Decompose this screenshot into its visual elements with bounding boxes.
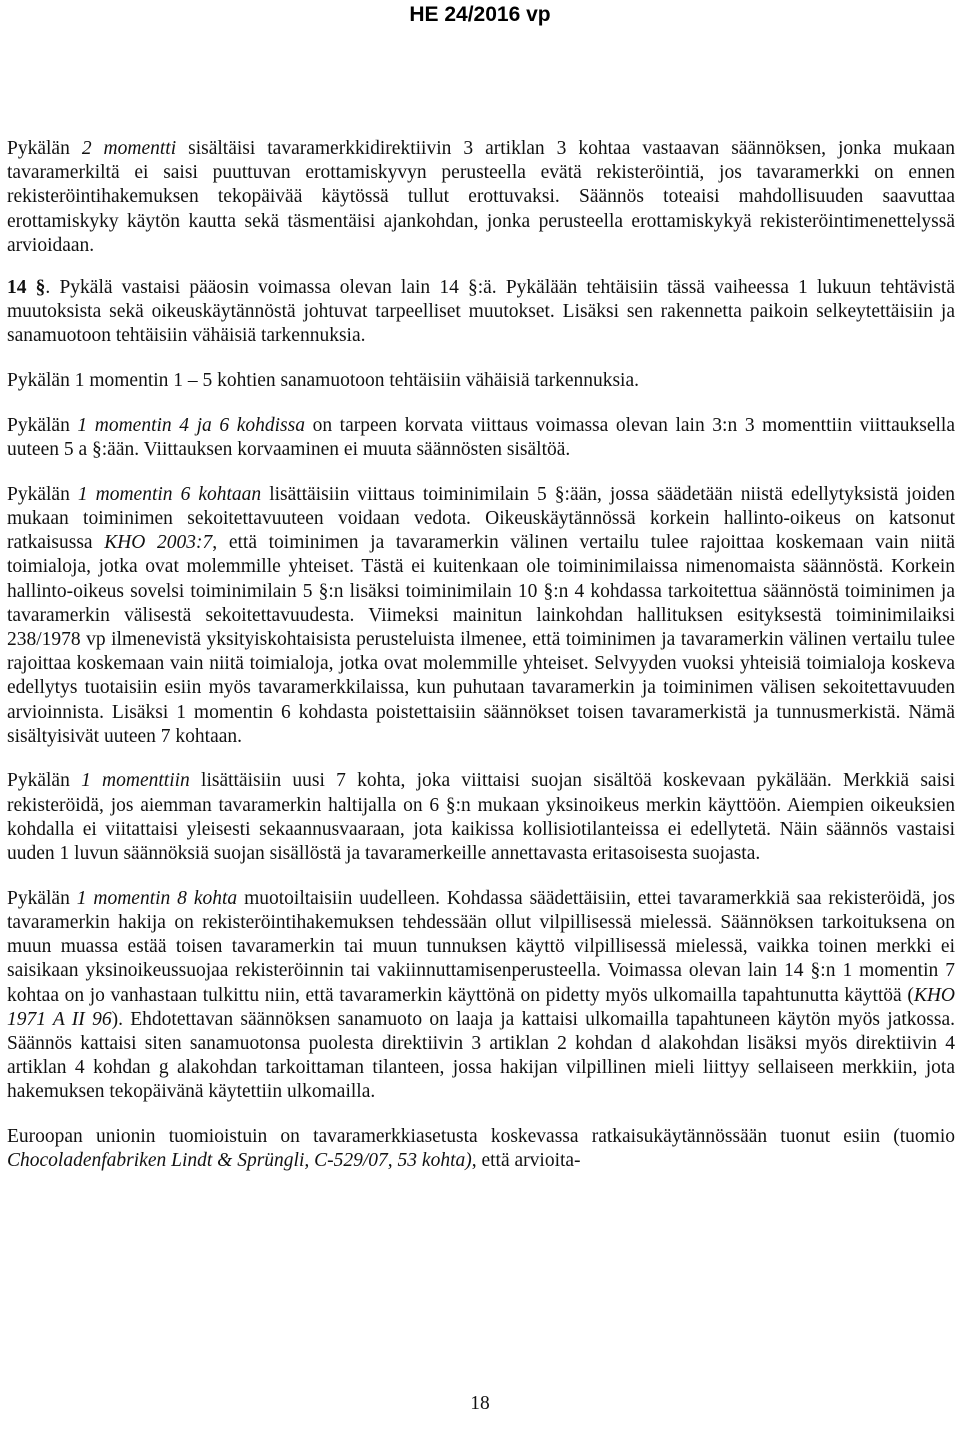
paragraph-1-momentin-1-5 <box>7 369 955 393</box>
text-run: on tarpeen korvata viittaus voimassa olevan lain 3:n 3 momenttiin viittauksella uuteen 5 a §:ään. Viittauksen korvaaminen ei muuta säännösten sisältöä. <box>7 414 955 461</box>
emphasis-run: 1 momentin 4 ja 6 kohdissa <box>77 414 305 436</box>
text-run: , että toiminimen ja tavaramerkin välinen vertailu tulee rajoittaa koskemaan vain niitä toimialoja, jotka ovat molemmille yhteiset. Tästä ei kuitenkaan ole toiminimilaissa nimenomaista säännöstä. Korkein hallinto-oikeus sovelsi toiminimilain 5 §:n lisäksi toiminimilain 10 §:n 4 kohdassa tarkoitettua säännöstä toiminimen ja tavaramerkin välisestä sekoitettavuudesta. Viimeksi mainitun lainkohdan hallituksen esityksestä toiminimilaiksi 238/1978 vp ilmenevistä yksityiskohtaisista perusteluista ilmenee, että toiminimen ja tavaramerkin välinen vertailu tulee rajoittaa koskemaan vain niitä toimialoja, jotka ovat molemmille yhteiset. Selvyyden vuoksi yhteisiä toimialoja koskeva edellytys tuotaisiin esiin myös tavaramerkkilaissa, kun puhutaan tavaramerkin ja toiminimen välisen sekoitettavuuden arvioinnista. Lisäksi 1 momentin 6 kohdasta poistettaisiin säännökset toisen tavaramerkistä ja tunnusmerkistä. Nämä sisältyisivät uuteen 7 kohtaan. <box>7 532 956 747</box>
emphasis-run: KHO 2003:7 <box>104 532 213 554</box>
paragraph-1-momenttiin-7 <box>7 769 955 866</box>
emphasis-run: 2 momentti <box>81 138 177 159</box>
emphasis-run: 1 momenttiin <box>81 770 190 792</box>
page-number: 18 <box>470 1393 490 1414</box>
text-run: ). Ehdotettavan säännöksen sanamuoto on laaja ja kattaisi ulkomailla tapahtuneen käytön myös jatkossa. Säännös kattaisi siten sanamuotonsa puolesta direktiivin 3 artiklan 2 kohdan d alakohdan lisäksi myös direktiivin 4 artiklan 4 kohdan g alakohdan tarkoittaman tilanteen, jossa hakijan vilpillinen mieli liittyy sellaiseen merkkiin, jota hakemuksen tekopäivänä käytettiin ulkomailla. <box>7 1008 956 1103</box>
text-run: Pykälän <box>7 138 82 159</box>
paragraph-14-section <box>7 276 955 349</box>
document-body <box>7 137 955 1174</box>
document-id: HE 24/2016 vp <box>409 3 551 26</box>
emphasis-run: Chocoladenfabriken Lindt & Sprüngli, C-529/07, 53 kohta) <box>7 1150 472 1172</box>
paragraph-2-momentti <box>7 137 955 258</box>
emphasis-run: 1 momentin 6 kohtaan <box>77 483 262 505</box>
text-run: Euroopan unionin tuomioistuin on tavaramerkkiasetusta koskevassa ratkaisukäytännössään tuonut esiin (tuomio <box>7 1126 955 1148</box>
paragraph-1-momentin-6 <box>7 483 955 749</box>
paragraph-1-momentin-4-6 <box>7 414 955 462</box>
paragraph-1-momentin-8 <box>7 887 955 1105</box>
emphasis-run: 1 momentin 8 kohta <box>76 887 238 909</box>
emphasis-run: KHO 1971 A II 96 <box>7 984 955 1030</box>
paragraph-euroopan-unionin <box>7 1125 955 1173</box>
text-run: Pykälän <box>7 414 78 436</box>
text-run: , että arvioita- <box>471 1150 581 1172</box>
text-run: muotoiltaisiin uudelleen. Kohdassa säädettäisiin, ettei tavaramerkkiä saa rekisteröidä, jos tavaramerkin hakija on rekisteröintihakemuksen tehdessään ollut vilpillisessä mielessä. Säännöksen tarkoituksena on muun muassa estää toisen tavaramerkin tai muun tunnuksen käyttö vilpillisessä mielessä, vaikka toinen merkki ei saisikaan yksinoikeussuojaa rekisteröinnin tai vakiinnuttamisenperusteella. Voimassa olevan lain 14 §:n 1 momentin 7 kohtaa on jo vanhastaan tulkittu niin, että tavaramerkin käyttönä on pidetty myös ulkomailla tapahtunutta käyttöä ( <box>7 887 956 1006</box>
text-run: Pykälän 1 momentin 1 – 5 kohtien sanamuotoon tehtäisiin vähäisiä tarkennuksia. <box>7 370 640 392</box>
text-run: lisättäisiin viittaus toiminimilain 5 §:ään, jossa säädetään niistä edellytyksistä joiden mukaan toiminimen sekoitettavuuteen voidaan vedota. Oikeuskäytännössä korkein hallinto-oikeus on katsonut ratkaisussa <box>7 483 956 554</box>
text-run: Pykälän <box>7 770 82 792</box>
text-run: sisältäisi tavaramerkkidirektiivin 3 artiklan 3 kohtaa vastaavan säännöksen, jonka mukaan tavaramerkiltä ei saisi puuttuvan erottamiskyvyn perusteella evätä rekisteröintiä, jos tavaramerkki on ennen rekisteröintihakemuksen tekopäivää käytössä tullut erottuvaksi. Säännös toteaisi mahdollisuuden saavuttaa erottamiskyky käytön kautta sekä täsmentäisi ajankohdan, jonka perusteella erottamiskykyä rekisteröintimenettelyssä arvioidaan. <box>7 138 955 256</box>
text-run: Pykälän <box>7 887 77 909</box>
document-header <box>0 2 960 28</box>
text-run: lisättäisiin uusi 7 kohta, joka viittaisi suojan sisältöä koskevaan pykälään. Merkkiä saisi rekisteröidä, jos aiemman tavaramerkin haltijalla on 6 §:n mukaan yksinoikeus merkin käyttöön. Aiempien oikeuksien kohdalla ei viitattaisi yleisesti sekaannusvaaraan, jota kaikissa kollisiotilanteissa ei edellytetä. Näin säännös vastaisi uuden 1 luvun säännöksiä suojan sisällöstä ja tavaramerkeille annettavasta eritasoisesta suojasta. <box>7 770 955 865</box>
text-run: Pykälän <box>7 483 78 505</box>
text-run: . Pykälä vastaisi pääosin voimassa olevan lain 14 §:ä. Pykälään tehtäisiin tässä vaiheessa 1 lukuun tehtävistä muutoksista sekä oikeuskäytännöstä johtuvat tarpeelliset muutokset. Lisäksi sen rakennetta paikoin selkeytettäisiin ja sanamuotoon tehtäisiin vähäisiä tarkennuksia. <box>7 277 956 347</box>
section-number: 14 § <box>7 277 46 299</box>
